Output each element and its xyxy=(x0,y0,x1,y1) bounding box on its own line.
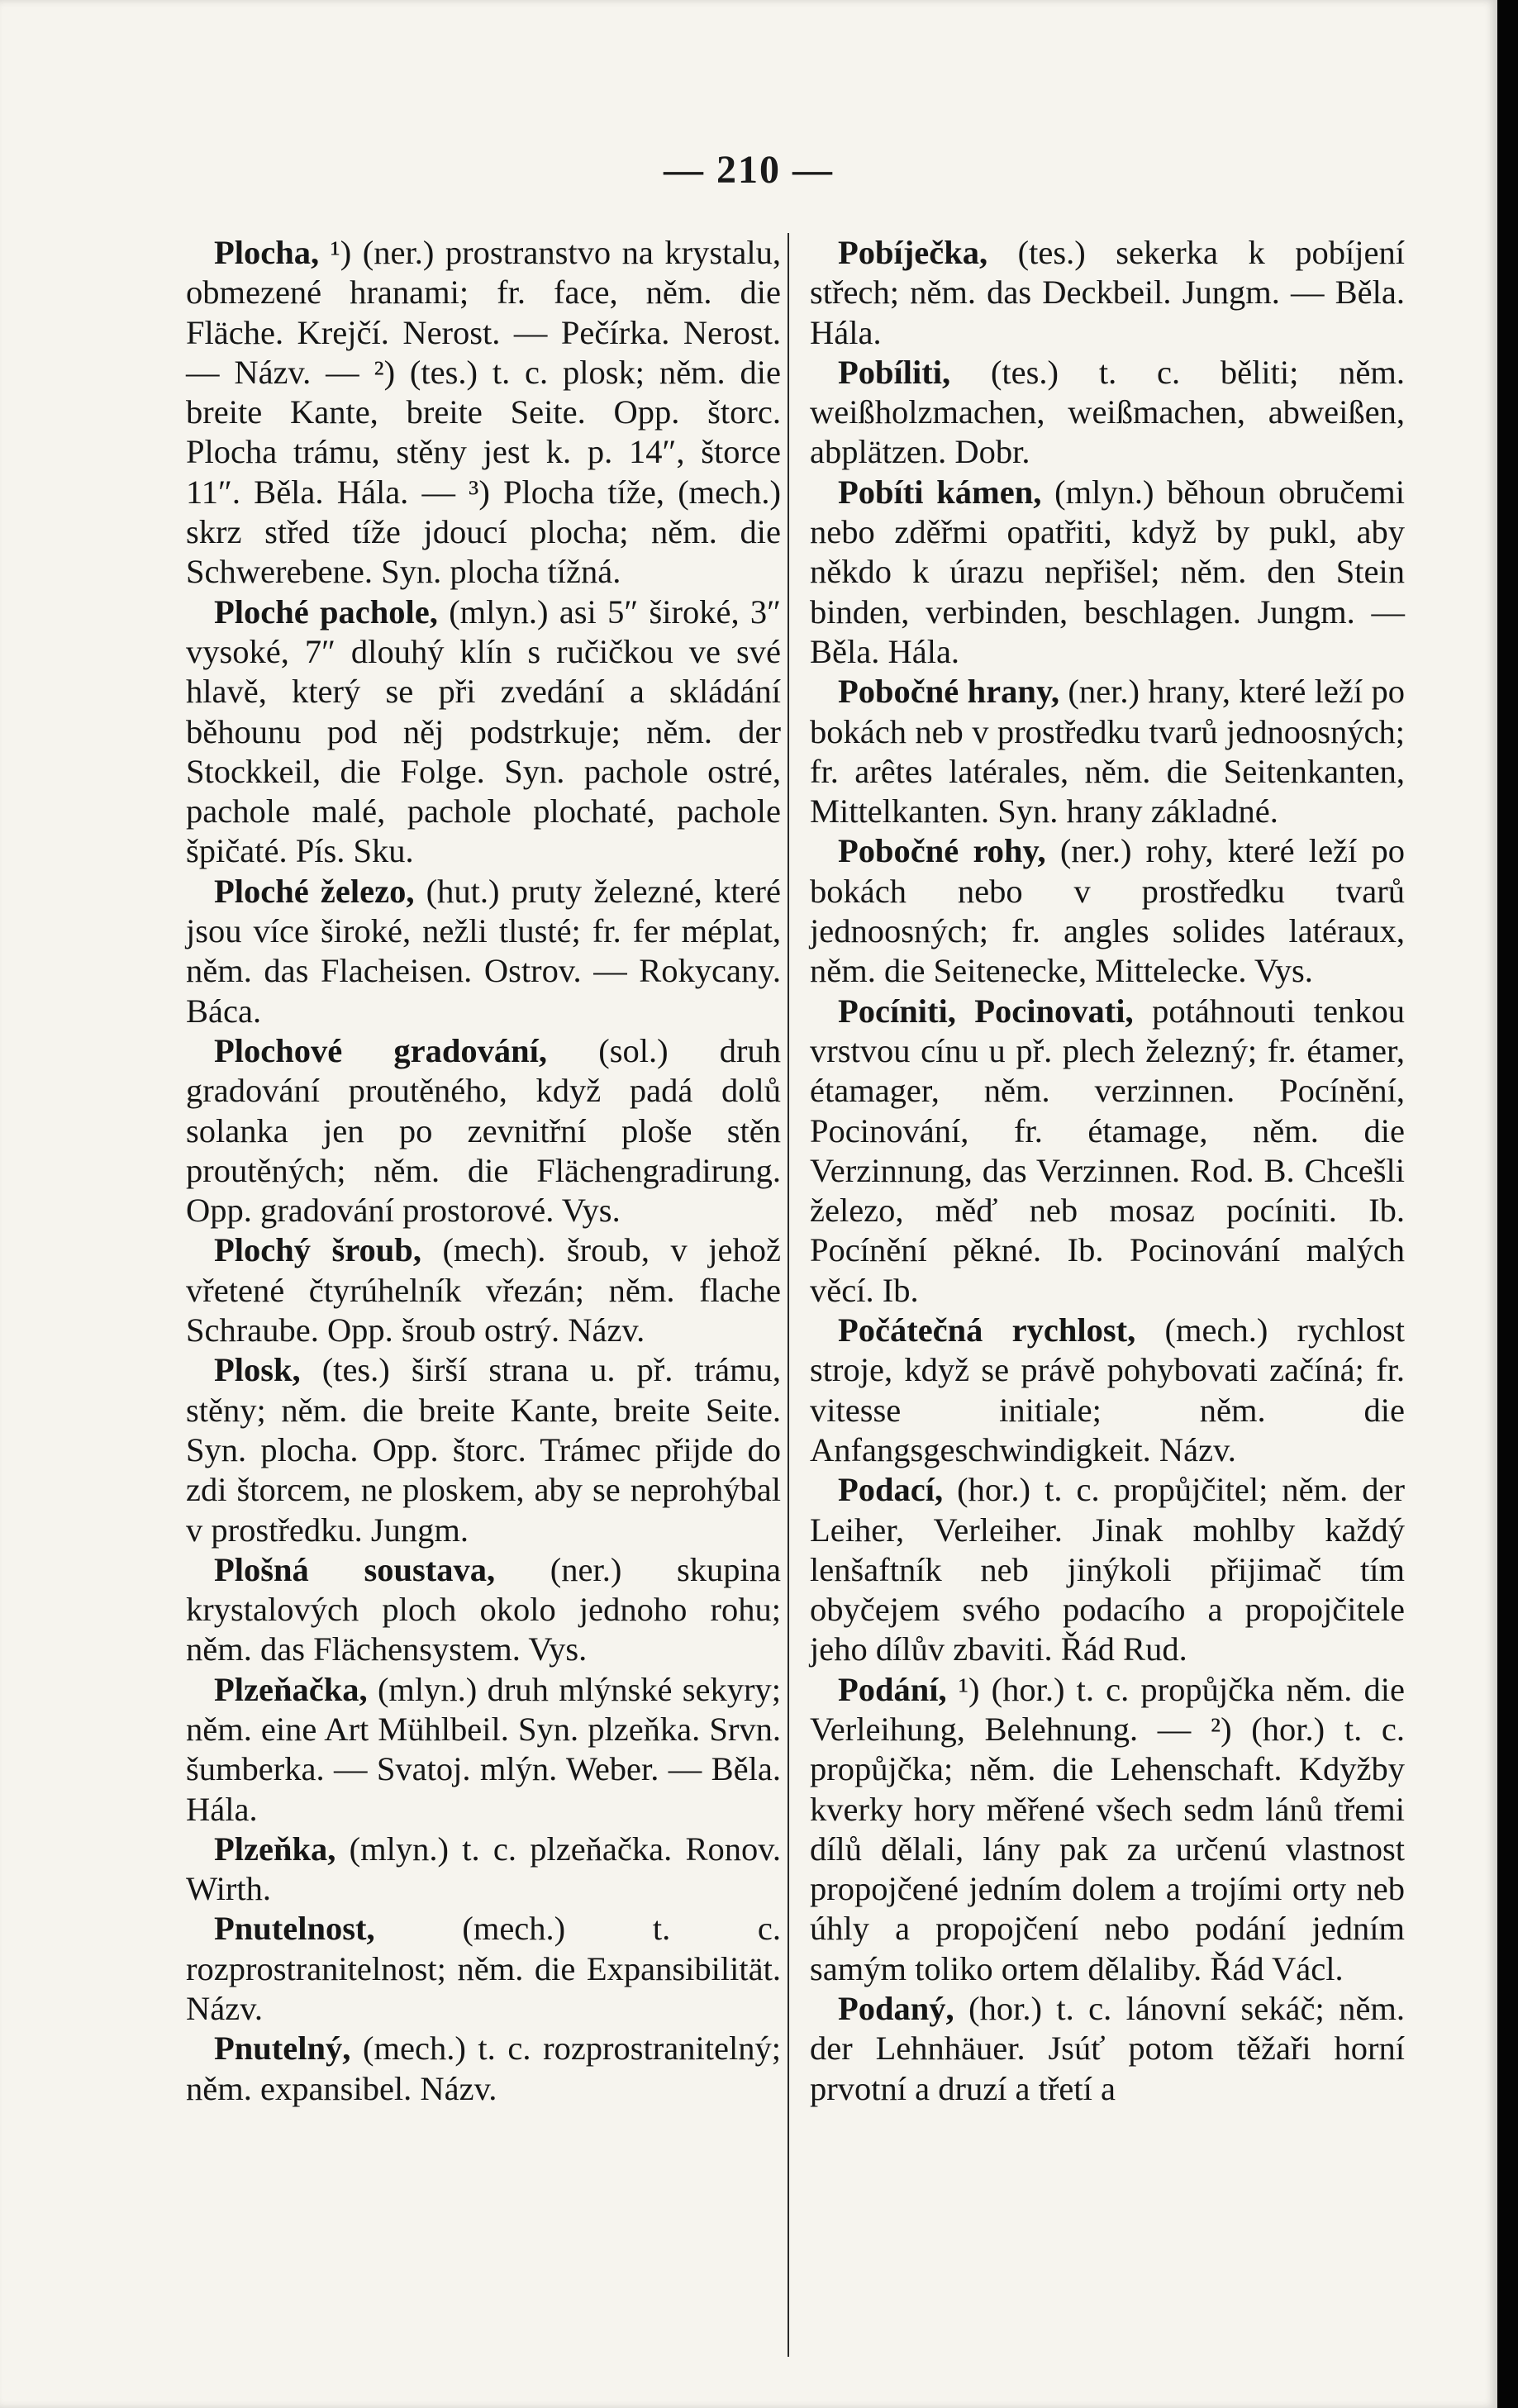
entry-text: (mlyn.) druh mlýnské sekyry; něm. eine Art Mühlbeil. Syn. plzeňka. Srvn. šumberka. — Svatoj. mlýn. Weber. — Běla. Hála. xyxy=(186,1670,782,1828)
entry-text: (mlyn.) běhoun obručemi nebo zděřmi opatřiti, když by pukl, aby někdo k úrazu nepřišel; něm. den Stein binden, verbinden, beschlagen. Jungm. — Běla. Hála. xyxy=(810,473,1406,670)
entry-text: (ner.) rohy, které leží po bokách nebo v prostředku tvarů jednoosných; fr. angles solides latéraux, něm. die Seitenecke, Mittelecke. Vys. xyxy=(810,832,1405,990)
headword: Podaný, xyxy=(838,1990,954,2028)
dictionary-entry xyxy=(810,992,1405,1311)
headword: Pobíliti, xyxy=(838,353,951,391)
dictionary-entry xyxy=(186,872,781,1031)
dictionary-entry xyxy=(810,1311,1405,1470)
headword: Pocíniti, Pocinovati, xyxy=(838,992,1134,1030)
headword: Pobíti kámen, xyxy=(838,473,1042,511)
dictionary-entry xyxy=(186,1909,781,2029)
entry-text: ¹) (ner.) prostranstvo na krystalu, obmezené hranami; fr. face, něm. die Fläche. Krejčí. Nerost. — Pečírka. Nerost. — Názv. — ²) (tes.) t. c. plosk; něm. die breite Kante, breite Seite. Opp. štorc. Plocha trámu, stěny jest k. p. 14″, štorce 11″. Běla. Hála. — ³) Plocha tíže, (mech.) skrz střed tíže jdoucí plocha; něm. die Schwerebene. Syn. plocha tížná. xyxy=(186,234,782,591)
entry-text: (ner.) skupina krystalových ploch okolo jednoho rohu; něm. das Flächensystem. Vys. xyxy=(186,1550,782,1668)
headword: Plošná soustava, xyxy=(214,1550,496,1588)
right-column xyxy=(810,233,1405,2109)
headword: Pnutelný, xyxy=(214,2030,351,2068)
headword: Podání, xyxy=(838,1670,947,1708)
headword: Pnutelnost, xyxy=(214,1910,375,1948)
headword: Podací, xyxy=(838,1471,944,1509)
dictionary-entry xyxy=(186,1031,781,1230)
entry-text: (tes.) t. c. běliti; něm. weißholzmachen, weißmachen, abweißen, abplätzen. Dobr. xyxy=(810,353,1406,471)
dictionary-entry xyxy=(186,1670,781,1830)
left-column xyxy=(186,233,781,2109)
entry-text: ¹) (hor.) t. c. propůjčka něm. die Verleihung, Belehnung. — ²) (hor.) t. c. propůjčka; něm. die Lehenschaft. Kdyžby kverky hory měřené všech sedm lánů třemi dílů dělali, lány pak za určenú vlastnost propojčené jedním dolem a trojími orty neb úhly a propojčení nebo podání jedním samým toliko ortem dělaliby. Řád Václ. xyxy=(810,1670,1405,1987)
headword: Ploché železo, xyxy=(214,872,415,910)
headword: Plzeňka, xyxy=(214,1830,336,1868)
dictionary-entry xyxy=(810,831,1405,991)
entry-text: (tes.) širší strana u. př. trámu, stěny; něm. die breite Kante, breite Seite. Syn. plocha. Opp. štorc. Trámec přijde do zdi štorcem, ne ploskem, aby se neprohýbal v prostředku. Jungm. xyxy=(186,1351,782,1549)
dictionary-entry xyxy=(186,233,781,592)
dictionary-entry xyxy=(810,1470,1405,1669)
entry-text: (ner.) hrany, které leží po bokách neb v prostředku tvarů jednoosných; fr. arêtes latérales, něm. die Seitenkanten, Mittelkanten. Syn. hrany základné. xyxy=(810,673,1405,830)
entry-text: (mech.) rychlost stroje, když se právě pohybovati začíná; fr. vitesse initiale; něm. die Anfangsgeschwindigkeit. Názv. xyxy=(810,1311,1406,1468)
entry-text: (mlyn.) asi 5″ široké, 3″ vysoké, 7″ dlouhý klín s ručičkou ve své hlavě, který se při zvedání a skládání běhounu pod něj podstrkuje; něm. der Stockkeil, die Folge. Syn. pachole ostré, pachole malé, pachole plochaté, pachole špičaté. Pís. Sku. xyxy=(186,592,782,870)
headword: Pobočné rohy, xyxy=(838,832,1046,870)
entry-text: (hor.) t. c. propůjčitel; něm. der Leiher, Verleiher. Jinak mohlby každý lenšaftník neb jinýkoli přijimač tím obyčejem svého podacího a propojčitele jeho dílův zbaviti. Řád Rud. xyxy=(810,1471,1405,1668)
dictionary-entry xyxy=(810,1670,1405,1989)
page-number: — 210 — xyxy=(664,148,834,192)
headword: Plzeňačka, xyxy=(214,1670,368,1708)
entry-text: (mech.) t. c. rozprostranitelný; něm. expansibel. Názv. xyxy=(186,2030,781,2107)
dictionary-entry xyxy=(186,2029,781,2109)
dictionary-entry xyxy=(186,1350,781,1549)
headword: Počátečná rychlost, xyxy=(838,1311,1136,1349)
entry-text: (mech.) t. c. rozprostranitelnost; něm. die Expansibilität. Názv. xyxy=(186,1910,781,2028)
headword: Plosk, xyxy=(214,1351,301,1389)
dictionary-entry xyxy=(186,592,781,872)
headword: Plochové gradování, xyxy=(214,1031,548,1069)
headword: Ploché pachole, xyxy=(214,592,438,631)
headword: Pobíječka, xyxy=(838,234,988,271)
headword: Pobočné hrany, xyxy=(838,673,1060,711)
dictionary-entry xyxy=(810,473,1405,672)
dictionary-entry xyxy=(186,1230,781,1350)
headword: Plocha, xyxy=(214,234,320,271)
entry-text: (mlyn.) t. c. plzeňačka. Ronov. Wirth. xyxy=(186,1830,781,1908)
entry-text: (hor.) t. c. lánovní sekáč; něm. der Lehnhäuer. Jsúť potom těžaři horní prvotní a druzí a třetí a xyxy=(810,1990,1406,2107)
entry-text: potáhnouti tenkou vrstvou cínu u př. plech železný; fr. étamer, étamager, něm. verzinnen. Pocínění, Pocinování, fr. étamage, něm. die Verzinnung, das Verzinnen. Rod. B. Chcešli železo, měď neb mosaz pocíniti. Ib. Pocínění pěkné. Ib. Pocinování malých věcí. Ib. xyxy=(810,992,1405,1309)
entry-text: (tes.) sekerka k pobíjení střech; něm. das Deckbeil. Jungm. — Běla. Hála. xyxy=(810,234,1406,351)
scan-border xyxy=(1497,0,1518,2408)
entry-text: (mech). šroub, v jehož vřetené čtyrúhelník vřezán; něm. flache Schraube. Opp. šroub ostrý. Názv. xyxy=(186,1231,782,1349)
dictionary-entry xyxy=(810,233,1405,353)
entry-text: (sol.) druh gradování proutěného, když padá dolů solanka jen po zevnitřní ploše stěn proutěných; něm. die Flächengradirung. Opp. gradování prostorové. Vys. xyxy=(186,1031,781,1230)
column-divider xyxy=(788,233,789,2357)
headword: Plochý šroub, xyxy=(214,1231,421,1269)
dictionary-entry xyxy=(810,353,1405,473)
entry-text: (hut.) pruty železné, které jsou více široké, nežli tlusté; fr. fer méplat, něm. das Flacheisen. Ostrov. — Rokycany. Báca. xyxy=(186,872,782,1030)
dictionary-entry xyxy=(810,1989,1405,2109)
dictionary-entry xyxy=(186,1830,781,1910)
dictionary-entry xyxy=(810,672,1405,831)
dictionary-entry xyxy=(186,1550,781,1670)
